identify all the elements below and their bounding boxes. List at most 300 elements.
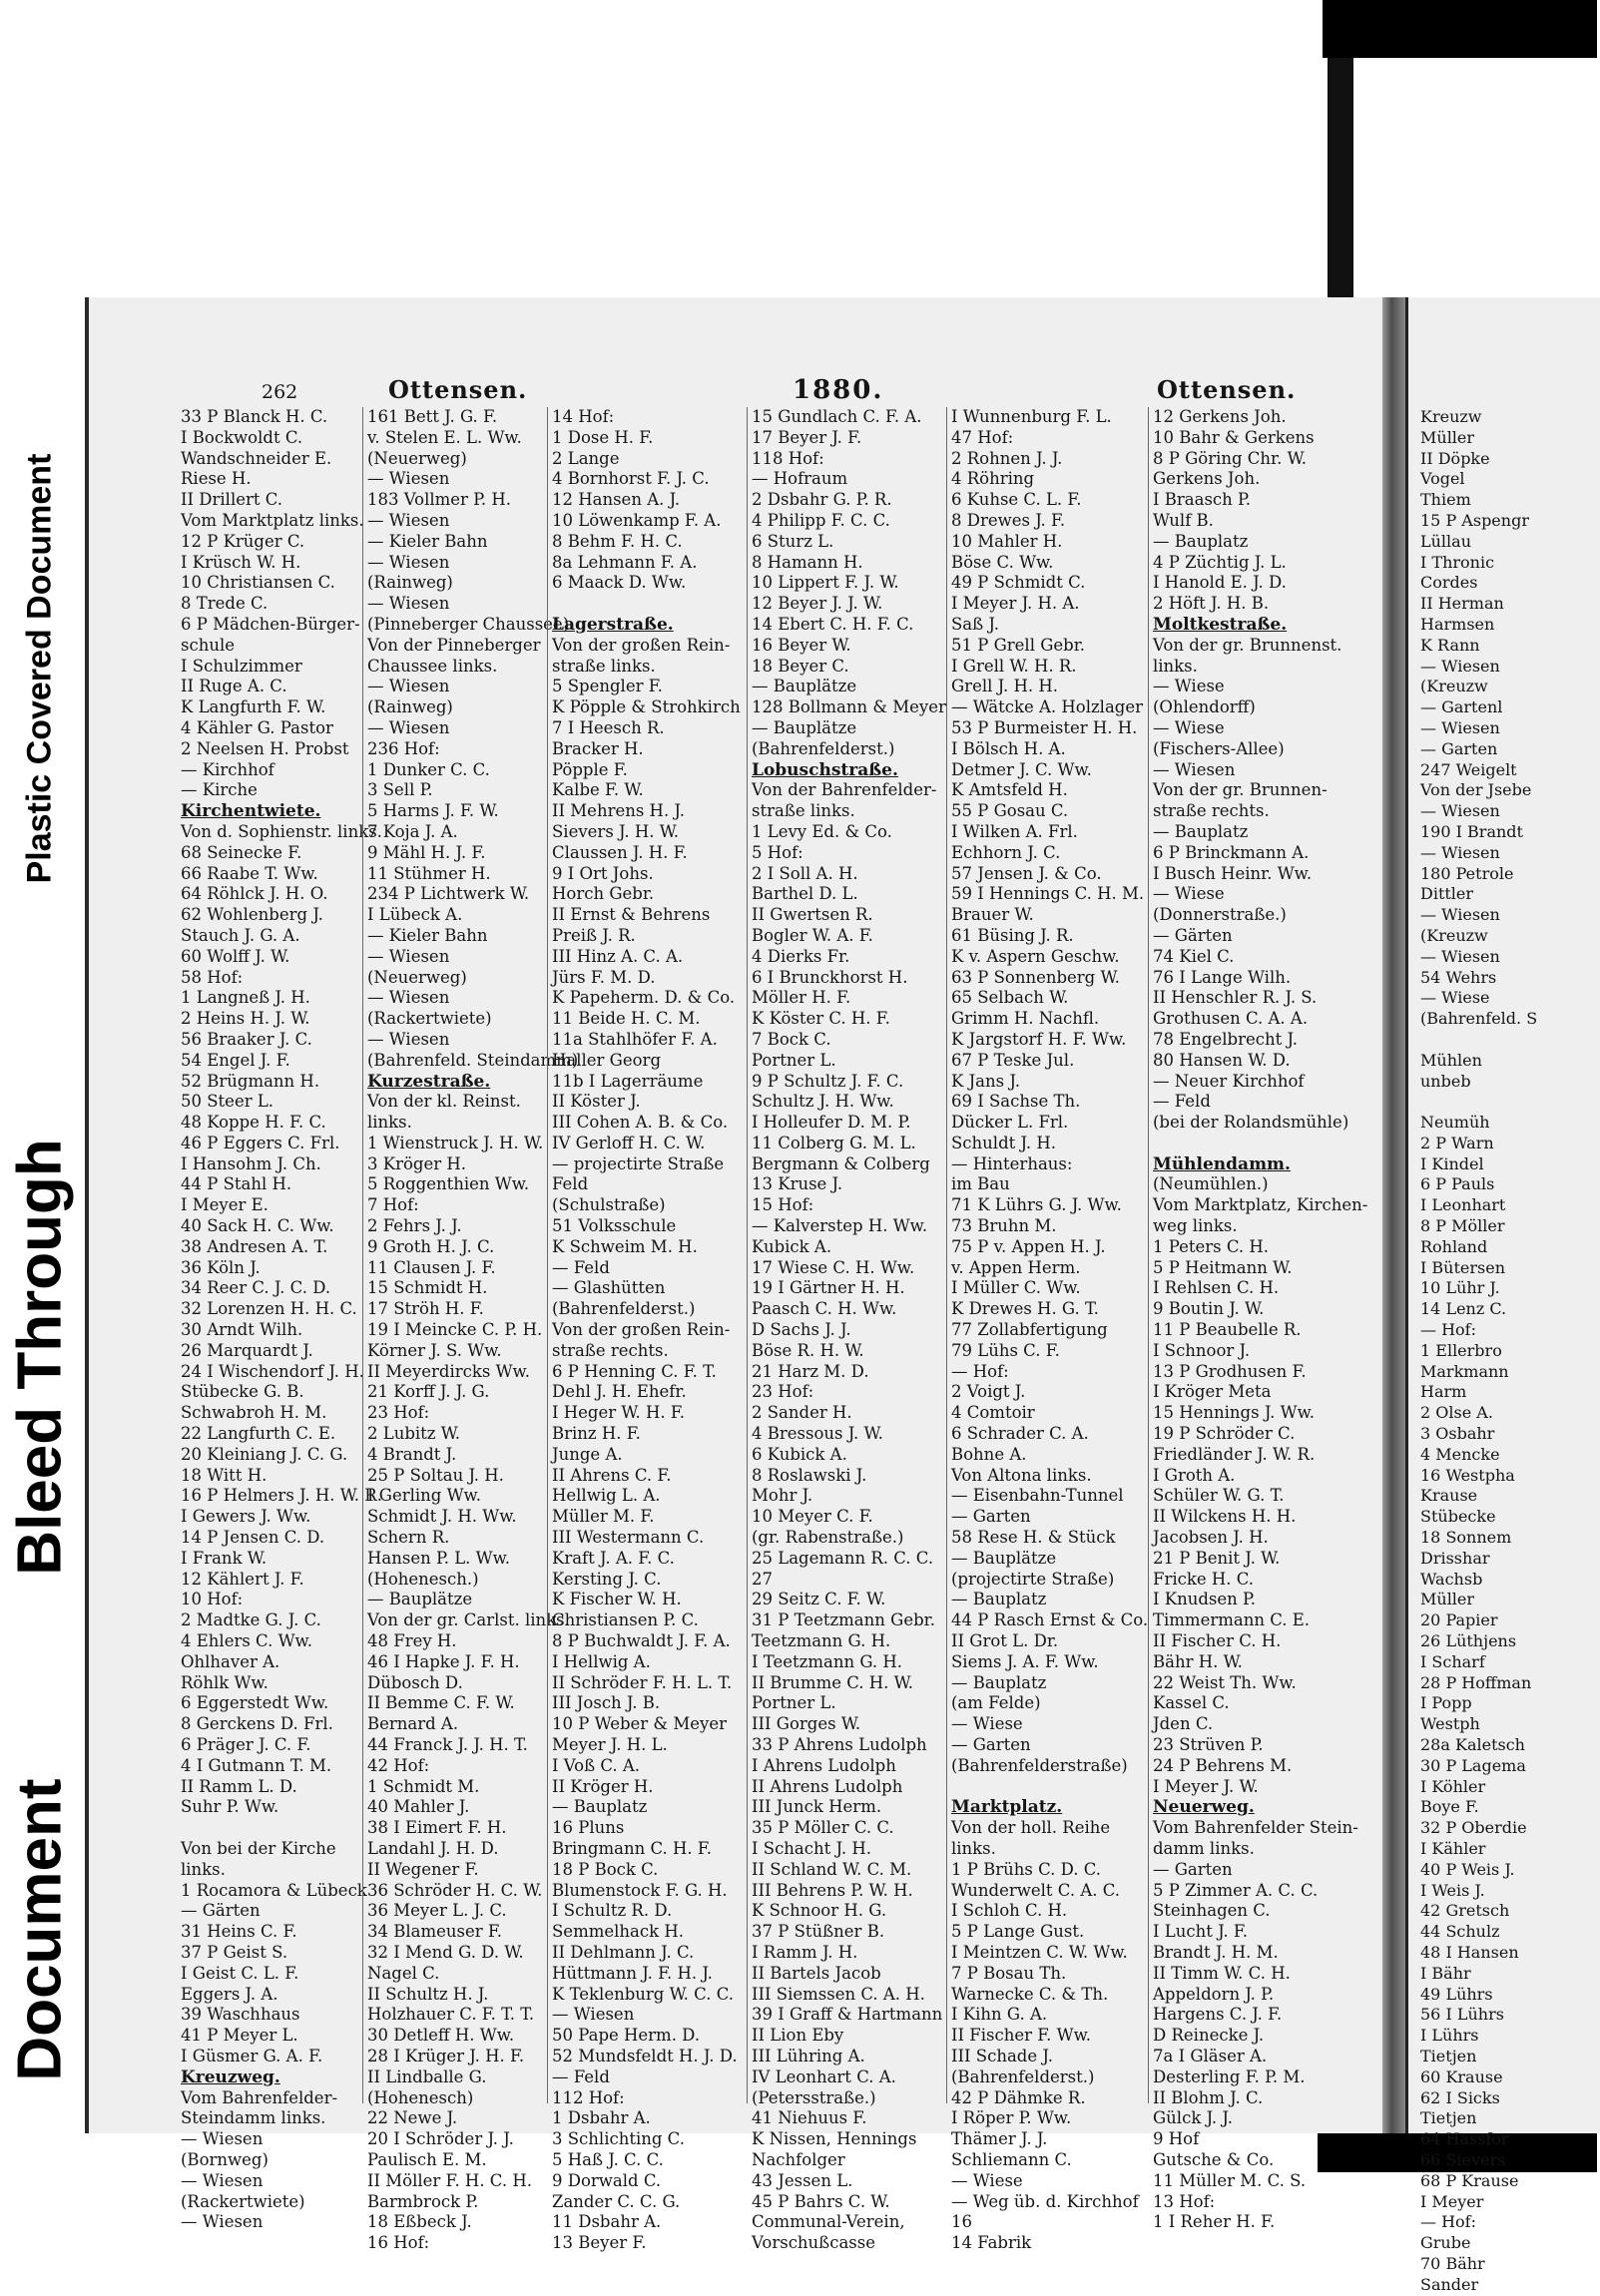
fragment-line: Markmann xyxy=(1420,1361,1509,1381)
directory-entry: (bei der Rolandsmühle) xyxy=(1153,1113,1349,1133)
directory-entry: Stauch J. G. A. xyxy=(181,925,300,945)
directory-entry: 1 Dunker C. C. xyxy=(367,759,490,779)
fragment-line: 18 Sonnem xyxy=(1420,1528,1512,1548)
directory-entry: Kubick A. xyxy=(752,1236,832,1256)
directory-entry: 51 Volksschule xyxy=(552,1216,677,1236)
directory-entry: Bracker H. xyxy=(552,738,644,758)
directory-entry: 62 Wohlenberg J. xyxy=(181,905,323,925)
directory-entry: I Busch Heinr. Ww. xyxy=(1153,863,1313,883)
fragment-line: Rohland xyxy=(1420,1236,1488,1256)
directory-entry: — Wiesen xyxy=(1153,759,1236,779)
directory-entry: Holzhauer C. F. T. T. xyxy=(367,2005,535,2025)
directory-entry: Dücker L. Frl. xyxy=(951,1113,1069,1133)
directory-entry: K Jans J. xyxy=(951,1071,1020,1091)
directory-entry: (Petersstraße.) xyxy=(752,2087,876,2107)
directory-entry: 46 P Eggers C. Frl. xyxy=(181,1133,340,1152)
directory-entry: links. xyxy=(181,1859,226,1879)
directory-entry: Schultz J. H. Ww. xyxy=(752,1092,894,1112)
directory-entry: II Fischer F. Ww. xyxy=(951,2026,1091,2046)
directory-entry: 8 Drewes J. F. xyxy=(951,510,1066,530)
directory-entry: — Wiesen xyxy=(367,594,450,614)
directory-entry: — Hinterhaus: xyxy=(951,1153,1073,1173)
directory-entry: (Neuerweg) xyxy=(367,448,467,468)
directory-entry: straße links. xyxy=(752,801,855,821)
directory-entry: 10 Hof: xyxy=(181,1590,244,1609)
directory-entry: 47 Hof: xyxy=(951,427,1014,447)
directory-entry: II Lion Eby xyxy=(752,2026,844,2046)
directory-entry: II Ramm L. D. xyxy=(181,1776,297,1796)
directory-entry: — Kieler Bahn xyxy=(367,531,488,551)
directory-entry: 1 Levy Ed. & Co. xyxy=(752,821,892,841)
directory-entry: 43 Jessen L. xyxy=(752,2170,853,2190)
directory-entry: I Voß C. A. xyxy=(552,1755,641,1775)
directory-entry: Mühlendamm. xyxy=(1153,1153,1291,1174)
directory-entry: II Ahrens C. F. xyxy=(552,1465,672,1485)
directory-entry: 2 Fehrs J. J. xyxy=(367,1216,462,1236)
directory-entry: Bernard A. xyxy=(367,1714,459,1734)
directory-entry: Bringmann C. H. F. xyxy=(552,1838,712,1858)
directory-entry: 20 Kleiniang J. C. G. xyxy=(181,1444,348,1464)
directory-entry: 10 Löwenkamp F. A. xyxy=(552,510,722,530)
directory-entry: Semmelhack H. xyxy=(552,1922,684,1942)
directory-entry: 31 P Teetzmann Gebr. xyxy=(752,1610,935,1630)
directory-entry: — Bauplätze xyxy=(752,717,857,737)
fragment-line: I Weis J. xyxy=(1420,1880,1485,1900)
directory-column-4 xyxy=(747,407,946,2253)
directory-entry: 8 Trede C. xyxy=(181,594,268,614)
directory-entry: — Kalverstep H. Ww. xyxy=(752,1216,928,1236)
directory-entry: Echhorn J. C. xyxy=(951,842,1061,862)
directory-entry: 60 Wolff J. W. xyxy=(181,946,290,966)
fragment-line xyxy=(1420,1092,1537,1113)
directory-entry: Von der kl. Reinst. xyxy=(367,1092,521,1112)
directory-entry: II Blohm J. C. xyxy=(1153,2087,1264,2107)
directory-entry: (Neuerweg) xyxy=(367,967,467,987)
directory-entry: 5 Hof: xyxy=(752,842,803,862)
directory-entry: Kurzestraße. xyxy=(367,1071,491,1092)
directory-entry: 1 I Reher H. F. xyxy=(1153,2212,1276,2232)
directory-entry: I Schloh C. H. xyxy=(951,1901,1068,1921)
directory-entry: Schliemann C. xyxy=(951,2149,1072,2169)
directory-entry: 7 Hof: xyxy=(367,1195,419,1215)
directory-entry: 9 Dorwald C. xyxy=(552,2170,662,2190)
directory-entry: I Lübeck A. xyxy=(367,905,463,925)
directory-entry: 18 P Bock C. xyxy=(552,1859,659,1879)
directory-entry: — Wiesen xyxy=(367,946,450,966)
directory-entry: 36 Schröder H. C. W. xyxy=(367,1880,543,1900)
directory-entry: 17 Ströh H. F. xyxy=(367,1299,484,1319)
directory-entry: 1 Peters C. H. xyxy=(1153,1236,1270,1256)
directory-entry: Thämer J. J. xyxy=(951,2129,1048,2149)
directory-entry: — Gärten xyxy=(181,1901,261,1921)
directory-entry: Vom Bahrenfelder- xyxy=(181,2087,338,2107)
directory-entry: Brauer W. xyxy=(951,905,1034,925)
fragment-line: 247 Weigelt xyxy=(1420,759,1517,779)
directory-entry: 1 Dsbahr A. xyxy=(552,2108,651,2128)
directory-entry: Steinhagen C. xyxy=(1153,1901,1271,1921)
directory-entry: 36 Meyer L. J. C. xyxy=(367,1901,507,1921)
directory-entry: Bohne A. xyxy=(951,1444,1027,1464)
directory-entry: Friedländer J. W. R. xyxy=(1153,1444,1316,1464)
directory-entry: — Wiese xyxy=(951,2170,1023,2190)
fragment-line: Neumüh xyxy=(1420,1113,1490,1133)
directory-entry: 38 Andresen A. T. xyxy=(181,1236,328,1256)
directory-entry: Siems J. A. F. Ww. xyxy=(951,1651,1099,1671)
directory-entry: Wunderwelt C. A. C. xyxy=(951,1880,1121,1900)
directory-entry: Jden C. xyxy=(1153,1714,1214,1734)
directory-entry: 53 P Burmeister H. H. xyxy=(951,717,1138,737)
directory-entry: Röhlk Ww. xyxy=(181,1672,268,1692)
directory-entry: I Schulzimmer xyxy=(181,656,302,676)
directory-entry: — Feld xyxy=(1153,1092,1211,1112)
directory-entry: 6 P Mädchen-Bürger- xyxy=(181,614,360,634)
directory-entry: 20 I Schröder J. J. xyxy=(367,2129,514,2149)
directory-entry: II Grot L. Dr. xyxy=(951,1631,1059,1651)
directory-entry: 54 Engel J. F. xyxy=(181,1050,290,1070)
directory-column-6 xyxy=(1148,407,1368,2232)
directory-entry: Gutsche & Co. xyxy=(1153,2149,1275,2169)
directory-entry: 58 Hof: xyxy=(181,967,244,987)
directory-entry: Bähr H. W. xyxy=(1153,1651,1243,1671)
fragment-line: Grube xyxy=(1420,2233,1471,2253)
directory-entry: 9 Boutin J. W. xyxy=(1153,1299,1265,1319)
directory-entry: 44 Franck J. J. H. T. xyxy=(367,1735,528,1754)
directory-entry: 9 P Schultz J. F. C. xyxy=(752,1071,904,1091)
directory-column-1 xyxy=(177,407,382,2232)
directory-entry: 32 I Mend G. D. W. xyxy=(367,1942,524,1962)
directory-entry: II Schultz H. J. xyxy=(367,1984,489,2004)
directory-entry: III Gorges W. xyxy=(752,1714,861,1734)
directory-entry: I Kihn G. A. xyxy=(951,2005,1048,2025)
directory-entry: — Garten xyxy=(1153,1859,1233,1879)
directory-entry: 77 Zollabfertigung xyxy=(951,1320,1108,1340)
directory-entry: 3 Kröger H. xyxy=(367,1153,466,1173)
directory-entry: — projectirte Straße xyxy=(552,1153,725,1173)
directory-entry: 38 I Eimert F. H. xyxy=(367,1818,507,1838)
directory-entry: 12 Hansen A. J. xyxy=(552,490,681,510)
directory-entry: 6 Kuhse C. L. F. xyxy=(951,490,1082,510)
fragment-line: — Wiesen xyxy=(1420,656,1500,676)
directory-entry: 8 P Göring Chr. W. xyxy=(1153,448,1307,468)
directory-entry: 10 Christiansen C. xyxy=(181,573,335,593)
directory-entry: Timmermann C. E. xyxy=(1153,1610,1311,1630)
directory-entry: 9 I Ort Johs. xyxy=(552,863,654,883)
directory-entry: 161 Bett J. G. F. xyxy=(367,407,498,426)
directory-entry: 13 Kruse J. xyxy=(752,1174,843,1194)
directory-entry: Böse C. Ww. xyxy=(951,552,1054,572)
directory-entry: 2 Höft J. H. B. xyxy=(1153,594,1270,614)
directory-entry: — Bauplätze xyxy=(752,677,857,696)
directory-entry: 1 Wienstruck J. H. W. xyxy=(367,1133,544,1152)
directory-entry: I Knudsen P. xyxy=(1153,1590,1257,1609)
directory-entry: 23 Strüven P. xyxy=(1153,1735,1264,1754)
directory-entry: 37 P Stüßner B. xyxy=(752,1922,885,1942)
fragment-line: Tietjen xyxy=(1420,2108,1477,2128)
directory-entry: Möller H. F. xyxy=(752,988,851,1008)
directory-entry: Stübecke G. B. xyxy=(181,1382,304,1402)
fragment-line: Cordes xyxy=(1420,573,1478,593)
fragment-line: I Köhler xyxy=(1420,1776,1486,1796)
directory-entry: 22 Newe J. xyxy=(367,2108,458,2128)
directory-entry: 12 Beyer J. J. W. xyxy=(752,594,883,614)
directory-entry: 19 P Schröder C. xyxy=(1153,1424,1296,1444)
directory-entry: 78 Engelbrecht J. xyxy=(1153,1029,1299,1049)
directory-entry: — Kirchhof xyxy=(181,759,274,779)
directory-entry: 14 P Jensen C. D. xyxy=(181,1528,325,1548)
directory-entry: Landahl J. H. D. xyxy=(367,1838,499,1858)
directory-entry: 16 P Helmers J. H. W. R. xyxy=(181,1486,382,1506)
directory-entry: Von der Bahrenfelder- xyxy=(752,780,937,800)
directory-entry: 71 K Lührs G. J. Ww. xyxy=(951,1195,1122,1215)
directory-entry: 25 Lagemann R. C. C. xyxy=(752,1548,934,1568)
header-year: 1880. xyxy=(793,375,884,405)
directory-entry: (Hohenesch.) xyxy=(367,1569,479,1589)
directory-entry: 11 Clausen J. F. xyxy=(367,1257,496,1277)
directory-entry: 9 Mähl H. J. F. xyxy=(367,842,486,862)
directory-entry: Claussen J. H. F. xyxy=(552,842,688,862)
directory-entry: Hansen P. L. Ww. xyxy=(367,1548,511,1568)
directory-entry: 16 Beyer W. xyxy=(752,635,851,655)
directory-entry: 11 Colberg G. M. L. xyxy=(752,1133,916,1152)
directory-entry: 8 Behm F. H. C. xyxy=(552,531,683,551)
directory-entry: II Gwertsen R. xyxy=(752,905,873,925)
directory-entry: 14 Hof: xyxy=(552,407,615,426)
directory-column-3 xyxy=(547,407,744,2253)
directory-entry: 14 Fabrik xyxy=(951,2233,1032,2253)
directory-entry: 7 I Heesch R. xyxy=(552,717,665,737)
directory-entry: (Hohenesch) xyxy=(367,2087,474,2107)
fragment-line: 60 Krause xyxy=(1420,2066,1503,2086)
directory-entry: Jürs F. M. D. xyxy=(552,967,656,987)
directory-entry: III Behrens P. W. H. xyxy=(752,1880,913,1900)
directory-entry: Neuerweg. xyxy=(1153,1797,1255,1818)
fragment-line: I Bähr xyxy=(1420,1963,1471,1983)
directory-entry: 13 P Grodhusen F. xyxy=(1153,1361,1307,1381)
directory-entry: Pöpple F. xyxy=(552,759,628,779)
directory-entry: Blumenstock F. G. H. xyxy=(552,1880,728,1900)
directory-entry: 21 P Benit J. W. xyxy=(1153,1548,1281,1568)
fragment-line: I Bütersen xyxy=(1420,1257,1505,1277)
directory-entry: 4 Kähler G. Pastor xyxy=(181,717,333,737)
directory-entry: II Fischer C. H. xyxy=(1153,1631,1282,1651)
adjacent-page-text xyxy=(1420,407,1537,2296)
directory-entry: (Rainweg) xyxy=(367,697,453,717)
fragment-line: Wachsb xyxy=(1420,1569,1483,1589)
directory-entry: (Donnerstraße.) xyxy=(1153,905,1287,925)
directory-entry: (Fischers-Allee) xyxy=(1153,738,1285,758)
directory-entry: 4 Brandt J. xyxy=(367,1444,457,1464)
directory-entry: I Bockwoldt C. xyxy=(181,427,303,447)
directory-entry: 67 P Teske Jul. xyxy=(951,1050,1075,1070)
directory-entry: 1 Dose H. F. xyxy=(552,427,654,447)
sidebar-label-plastic-covered xyxy=(0,409,80,928)
directory-entry: Christiansen P. C. xyxy=(552,1610,699,1630)
fragment-line: — Wiesen xyxy=(1420,801,1500,821)
directory-entry: Desterling F. P. M. xyxy=(1153,2066,1306,2086)
fragment-line: Müller xyxy=(1420,1590,1475,1609)
directory-entry: 8 Gerckens D. Frl. xyxy=(181,1714,333,1734)
directory-entry: I Groth A. xyxy=(1153,1465,1236,1485)
directory-entry: 4 Ehlers C. Ww. xyxy=(181,1631,312,1651)
directory-entry: 19 I Gärtner H. H. xyxy=(752,1278,905,1298)
directory-entry: 14 Ebert C. H. F. C. xyxy=(752,614,914,634)
directory-entry: II Ernst & Behrens xyxy=(552,905,711,925)
directory-entry: I Geist C. L. F. xyxy=(181,1963,299,1983)
fragment-line: — Wiesen xyxy=(1420,905,1500,925)
directory-entry: — Wiesen xyxy=(367,510,450,530)
directory-entry: Bogler W. A. F. xyxy=(752,925,873,945)
fragment-line: Drisshar xyxy=(1420,1548,1490,1568)
directory-entry: 30 Detleff H. Ww. xyxy=(367,2026,515,2046)
directory-entry: 39 I Graff & Hartmann xyxy=(752,2005,943,2025)
directory-entry: 51 P Grell Gebr. xyxy=(951,635,1086,655)
directory-entry: 26 Marquardt J. xyxy=(181,1340,313,1360)
directory-entry: 66 Raabe T. Ww. xyxy=(181,863,318,883)
directory-entry: 6 P Brinckmann A. xyxy=(1153,842,1310,862)
fragment-line: I Kindel xyxy=(1420,1153,1484,1173)
fragment-line: — Wiese xyxy=(1420,988,1490,1008)
directory-entry: I Ramm J. H. xyxy=(752,1942,858,1962)
directory-entry: III Josch J. B. xyxy=(552,1693,661,1713)
directory-entry: 2 I Soll A. H. xyxy=(752,863,858,883)
directory-entry: (Bornweg) xyxy=(181,2149,268,2169)
directory-entry: 46 I Hapke J. F. H. xyxy=(367,1651,520,1671)
directory-entry: Zander C. C. G. xyxy=(552,2191,681,2211)
directory-entry: III Hinz A. C. A. xyxy=(552,946,684,966)
directory-entry: Feld xyxy=(552,1174,589,1194)
directory-entry: 5 P Heitmann W. xyxy=(1153,1257,1293,1277)
directory-entry: Moltkestraße. xyxy=(1153,614,1288,635)
directory-entry: Teetzmann G. H. xyxy=(752,1631,891,1651)
directory-entry: 15 Schmidt H. xyxy=(367,1278,488,1298)
directory-entry: 13 Hof: xyxy=(1153,2191,1216,2211)
fragment-line: 26 Lüthjens xyxy=(1420,1631,1517,1651)
directory-entry: Brinz H. F. xyxy=(552,1424,641,1444)
sidebar-label-text: Plastic Covered Document xyxy=(20,453,59,884)
directory-entry: 36 Köln J. xyxy=(181,1257,261,1277)
directory-entry xyxy=(1149,1134,1345,1154)
directory-entry: I Ahrens Ludolph xyxy=(752,1755,896,1775)
directory-entry: weg links. xyxy=(1153,1216,1238,1236)
directory-entry: II Köster J. xyxy=(552,1092,641,1112)
sidebar-label-text: Document xyxy=(5,1777,75,2081)
directory-entry: — Feld xyxy=(552,2066,610,2086)
directory-entry: Von der großen Rein- xyxy=(552,1320,731,1340)
directory-entry: Preiß J. R. xyxy=(552,925,636,945)
directory-entry: 48 Frey H. xyxy=(367,1631,457,1651)
fragment-line: 68 P Krause xyxy=(1420,2170,1519,2190)
directory-entry: — Kirche xyxy=(181,780,258,800)
directory-entry: 15 Gundlach C. F. A. xyxy=(752,407,922,426)
directory-entry: — Wiesen xyxy=(181,2129,264,2149)
directory-entry: I Meyer J. H. A. xyxy=(951,594,1080,614)
directory-entry: 11 Dsbahr A. xyxy=(552,2212,662,2232)
directory-entry: (Bahrenfelderst.) xyxy=(552,1299,696,1319)
directory-entry: (Rainweg) xyxy=(367,573,453,593)
directory-entry: 6 P Henning C. F. T. xyxy=(552,1361,717,1381)
directory-entry: 9 Groth H. J. C. xyxy=(367,1236,495,1256)
directory-entry: Junge A. xyxy=(552,1444,623,1464)
directory-entry: 27 xyxy=(752,1569,773,1589)
directory-entry: 2 Dsbahr G. P. R. xyxy=(752,490,892,510)
fragment-line: 20 Papier xyxy=(1420,1610,1498,1630)
directory-entry: — Feld xyxy=(552,1257,610,1277)
directory-entry: I Güsmer G. A. F. xyxy=(181,2046,323,2066)
directory-entry: Marktplatz. xyxy=(951,1797,1063,1818)
directory-entry: I Hellwig A. xyxy=(552,1651,651,1671)
directory-entry: (Rackertwiete) xyxy=(367,1009,492,1029)
directory-entry: Communal-Verein, xyxy=(752,2212,905,2232)
directory-entry: 2 Rohnen J. J. xyxy=(951,448,1063,468)
directory-entry: Chaussee links. xyxy=(367,656,498,676)
directory-entry: Von der gr. Brunnenst. xyxy=(1153,635,1342,655)
directory-entry: Kassel C. xyxy=(1153,1693,1230,1713)
directory-entry: I Bölsch H. A. xyxy=(951,738,1066,758)
directory-entry: II Ruge A. C. xyxy=(181,677,287,696)
directory-entry: I Meintzen C. W. Ww. xyxy=(951,1942,1128,1962)
directory-entry: 42 Hof: xyxy=(367,1755,430,1775)
fragment-line xyxy=(1420,1030,1537,1051)
directory-entry: 1 Langneß J. H. xyxy=(181,988,310,1008)
fragment-line: — Hof: xyxy=(1420,2212,1476,2232)
directory-entry: 55 P Gosau C. xyxy=(951,801,1069,821)
directory-entry: 34 Reer C. J. C. D. xyxy=(181,1278,331,1298)
directory-entry: 28 I Krüger J. H. F. xyxy=(367,2046,525,2066)
fragment-line: 180 Petrole xyxy=(1420,863,1514,883)
directory-entry: III Schade J. xyxy=(951,2046,1053,2066)
fragment-line: I Meyer xyxy=(1420,2191,1484,2211)
fragment-line: K Rann xyxy=(1420,635,1480,655)
directory-entry: — Hof: xyxy=(951,1361,1009,1381)
fragment-line: 56 I Lührs xyxy=(1420,2005,1504,2025)
directory-entry: links. xyxy=(367,1113,412,1133)
directory-entry: schule xyxy=(181,635,236,655)
directory-entry: 52 Brügmann H. xyxy=(181,1071,320,1091)
directory-entry: Riese H. xyxy=(181,469,252,489)
directory-entry: 8 P Buchwaldt J. F. A. xyxy=(552,1631,731,1651)
directory-entry: 11a Stahlhöfer F. A. xyxy=(552,1029,718,1049)
directory-entry: — Bauplatz xyxy=(951,1672,1047,1692)
directory-entry: (am Felde) xyxy=(951,1693,1041,1713)
directory-entry: Von bei der Kirche xyxy=(181,1838,336,1858)
fragment-line: 1 Ellerbro xyxy=(1420,1340,1502,1360)
directory-entry: Vorschußcasse xyxy=(752,2233,875,2253)
directory-entry: II Ahrens Ludolph xyxy=(752,1776,903,1796)
directory-entry: 4 Bressous J. W. xyxy=(752,1424,883,1444)
directory-entry: Jacobsen J. H. xyxy=(1153,1528,1269,1548)
directory-entry: 8 Roslawski J. xyxy=(752,1465,867,1485)
directory-entry: I Krüsch W. H. xyxy=(181,552,301,572)
directory-entry: 6 Sturz L. xyxy=(752,531,834,551)
directory-entry: Paasch C. H. Ww. xyxy=(752,1299,897,1319)
fragment-line: Krause xyxy=(1420,1486,1478,1506)
directory-entry: (Neumühlen.) xyxy=(1153,1174,1269,1194)
directory-entry: 4 I Gutmann T. M. xyxy=(181,1755,332,1775)
directory-entry: 48 Koppe H. F. C. xyxy=(181,1113,326,1133)
directory-entry: K Köster C. H. F. xyxy=(752,1009,890,1029)
directory-entry: I Braasch P. xyxy=(1153,490,1252,510)
directory-entry: 183 Vollmer P. H. xyxy=(367,490,512,510)
directory-entry: II Mehrens H. J. xyxy=(552,801,686,821)
directory-entry: 23 Hof: xyxy=(752,1382,814,1402)
directory-entry: 44 P Stahl H. xyxy=(181,1174,292,1194)
fragment-line: 40 P Weis J. xyxy=(1420,1859,1515,1879)
directory-entry: 5 Harms J. F. W. xyxy=(367,801,499,821)
directory-entry: 18 Beyer C. xyxy=(752,656,849,676)
directory-entry: 34 Blameuser F. xyxy=(367,1922,503,1942)
fragment-line: 64 Hassfor xyxy=(1420,2129,1509,2149)
directory-entry: 12 Kählert J. F. xyxy=(181,1569,304,1589)
